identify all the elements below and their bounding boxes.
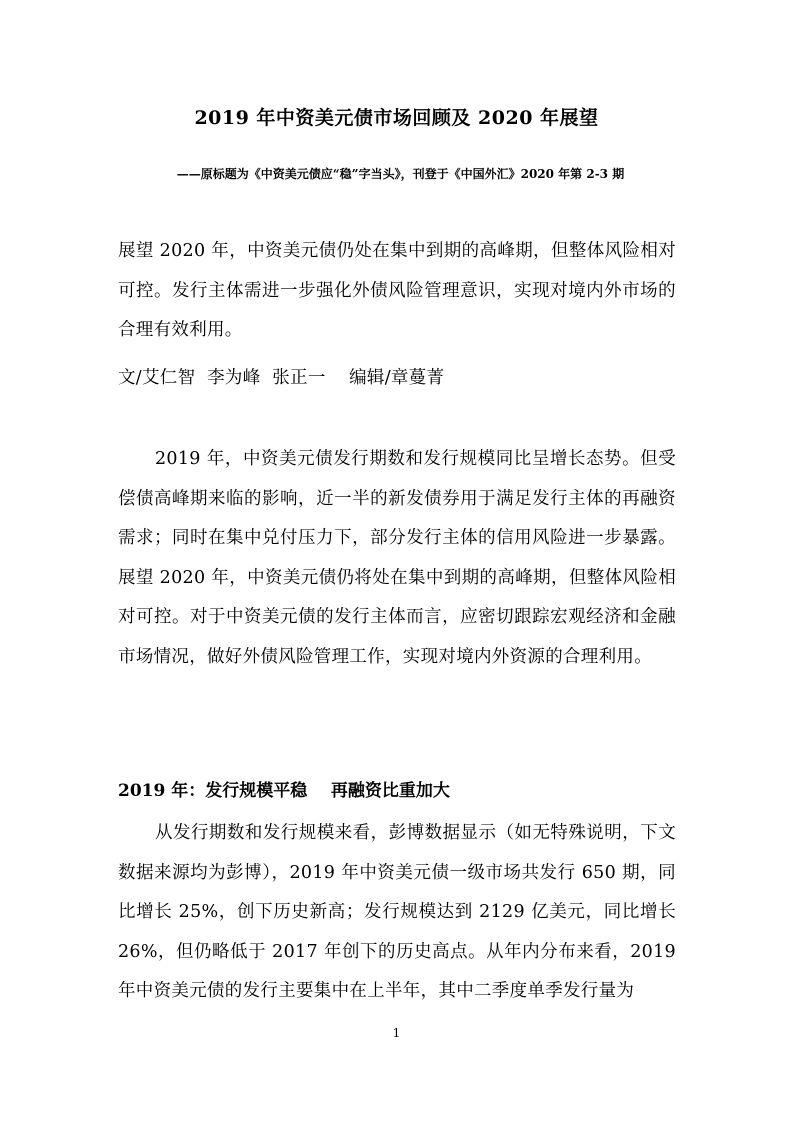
section-heading: 2019 年：发行规模平稳 再融资比重加大 [118,781,450,801]
summary-paragraph: 展望 2020 年，中资美元债仍处在集中到期的高峰期，但整体风险相对可控。发行主体需进一步强化外债风险管理意识，实现对境内外市场的合理有效利用。 [118,241,676,340]
page-number: 1 [392,1026,401,1040]
body-paragraph-1: 2019 年，中资美元债发行期数和发行规模同比呈增长态势。但受偿债高峰期来临的影响，近一半的新发债券用于满足发行主体的再融资需求；同时在集中兑付压力下，部分发行主体的信用风险进一步暴露。展望 2020 年，中资美元债仍将处在集中到期的高峰期，但整体风险相对可控。对于中资美元债的发行主体而言，应密切跟踪宏观经济和金融市场情况，做好外债风险管理工作，实现对境内外资源的合理利用。 [118,449,676,667]
document-subtitle: ——原标题为《中资美元债应“稳”字当头》，刊登于《中国外汇》2020 年第 2-3 期 [176,167,625,181]
document-title: 2019 年中资美元债市场回顾及 2020 年展望 [194,107,599,129]
body-paragraph-2: 从发行期数和发行规模来看，彭博数据显示（如无特殊说明，下文数据来源均为彭博），2019 年中资美元债一级市场共发行 650 期，同比增长 25%，创下历史新高；发行规模达到 2129 亿美元，同比增长 26%，但仍略低于 2017 年创下的历史高点。从年内分布来看，2019 年中资美元债的发行主要集中在上半年，其中二季度单季发行量为 [118,823,676,1001]
byline: 文/艾仁智 李为峰 张正一 编辑/章蔓菁 [118,368,445,388]
